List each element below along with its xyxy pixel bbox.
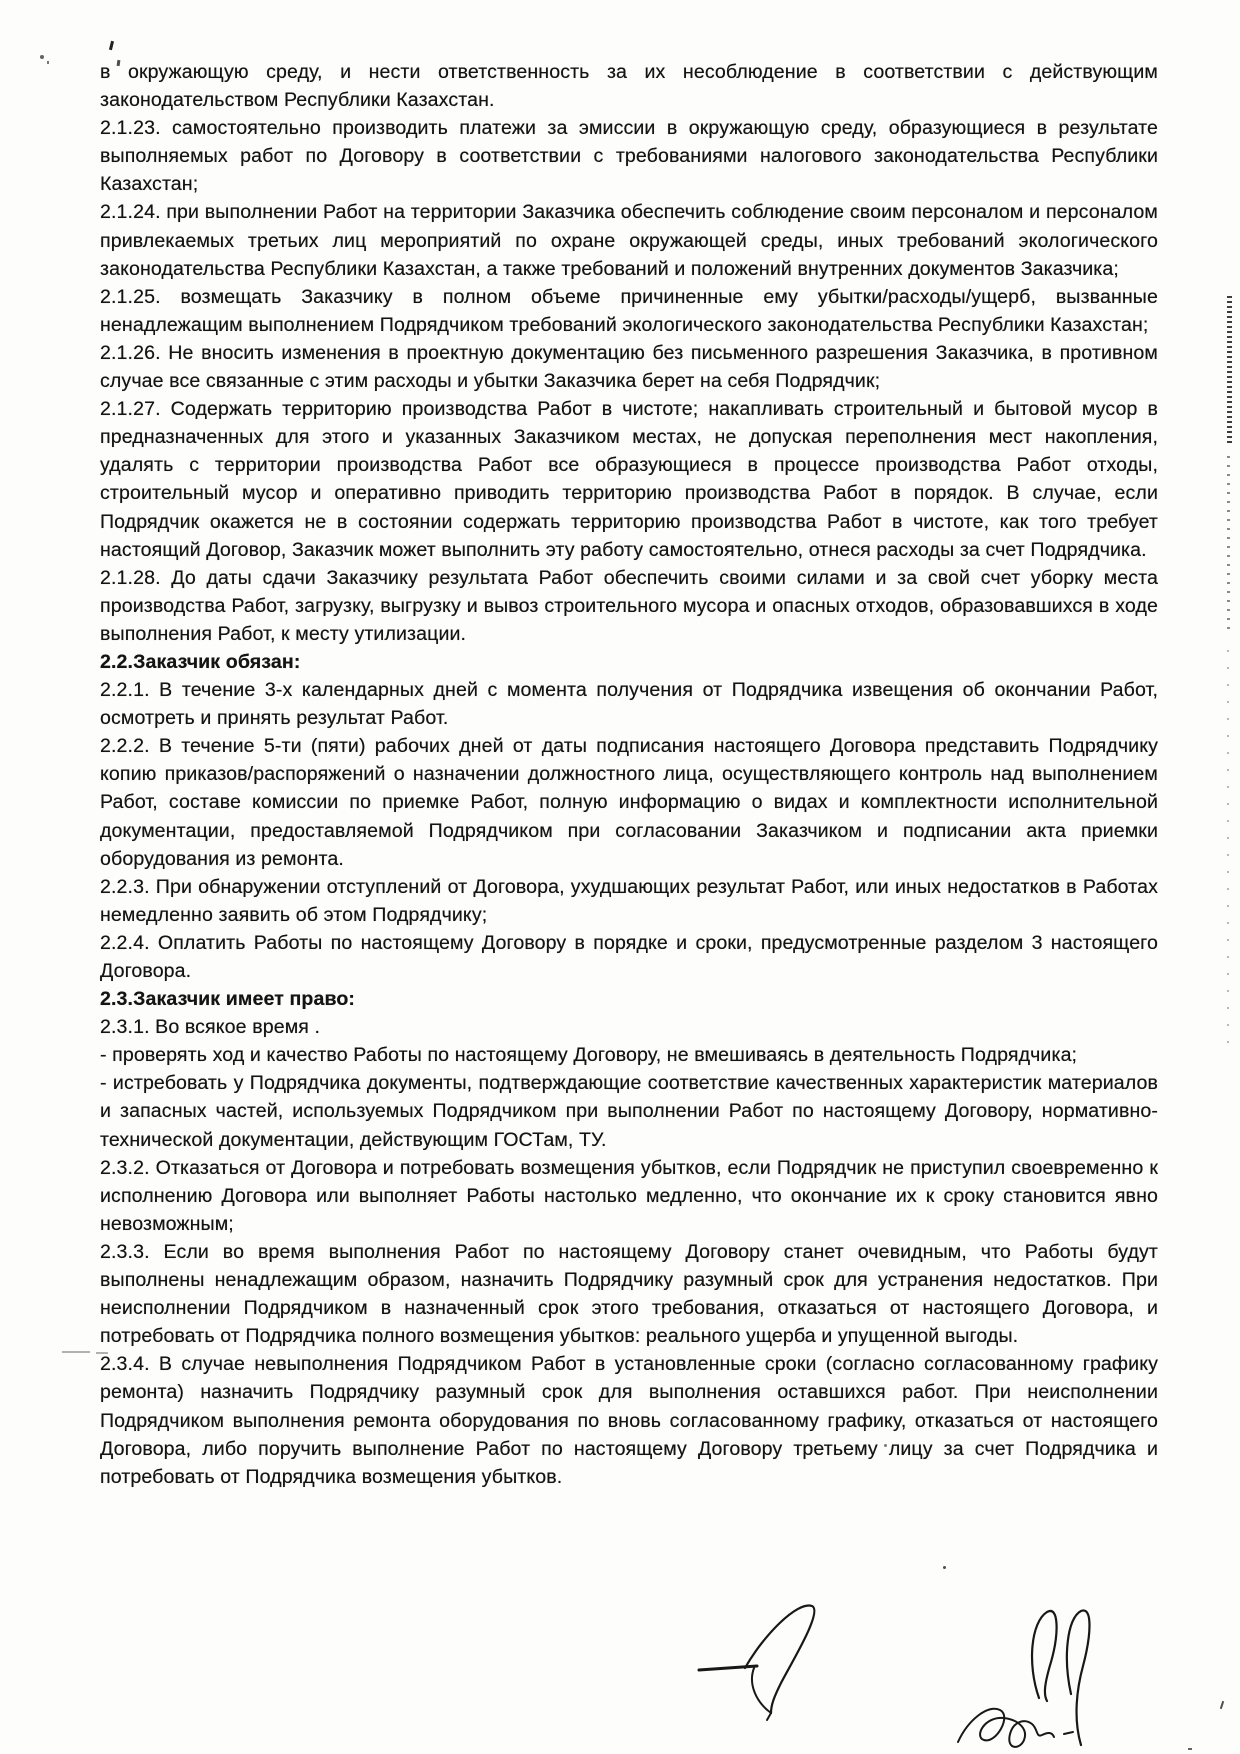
clause-2-3-2: 2.3.2. Отказаться от Договора и потребовать возмещения убытков, если Подрядчик не приступил своевременно к исполнению Договора или выполняет Работы настолько медленно, что окончание их к сроку становится явно невозможным; [100,1156,1158,1235]
scan-speck [62,1351,90,1353]
contract-text-block [100,58,1158,1491]
scan-speck [109,41,114,50]
clause-2-3-3: 2.3.3. Если во время выполнения Работ по настоящему Договору станет очевидным, что Работы будут выполнены ненадлежащим образом, назначить Подрядчику разумный срок для устранения недостатков. При неисполнении Подрядчиком в назначенный срок этого требования, отказаться от настоящего Договора, и потребовать от Подрядчика полного возмещения убытков: реального ущерба и упущенной выгоды. [100,1240,1158,1348]
clause-continuation: в окружающую среду, и нести ответственность за их несоблюдение в соответствии с действующим законодательством Республики Казахстан. [100,61,1158,112]
clause-2-2-1: 2.2.1. В течение 3-х календарных дней с момента получения от Подрядчика извещения об окончании Работ, осмотреть и принять результат Работ. [100,679,1158,730]
scan-edge-artifact [1227,456,1230,631]
clause-2-1-26: 2.1.26. Не вносить изменения в проектную документацию без письменного разрешения Заказчика, в противном случае все связанные с этим расходы и убытки Заказчика берет на себя Подрядчик; [100,341,1158,393]
clause-2-3-4: 2.3.4. В случае невыполнения Подрядчиком Работ в установленные сроки (согласно согласованному графику ремонта) назначить Подрядчику разумный срок для выполнения оставшихся работ. При неисполнении Подрядчиком выполнения ремонта оборудования по вновь согласованному графику, отказаться от настоящего Договора, либо поручить выполнение Работ по настоящему Договору третьему лицу за счет Подрядчика и потребовать от Подрядчика возмещения убытков. [100,1353,1158,1488]
scan-speck [47,61,49,64]
signature-right-flourish [948,1680,1120,1754]
clause-2-3-1: 2.3.1. Во всякое время . [100,1016,321,1039]
clause-2-3-1-bullet-2: - истребовать у Подрядчика документы, подтверждающие соответствие качественных характеристик материалов и запасных частей, используемых Подрядчиком при выполнении Работ по настоящему Договору, нормативно-технической документации, действующим ГОСТам, ТУ. [100,1072,1158,1151]
heading-2-3: 2.3.Заказчик имеет право: [100,988,356,1011]
clause-2-1-25: 2.1.25. возмещать Заказчику в полном объеме причиненные ему убытки/расходы/ущерб, вызванные ненадлежащим выполнением Подрядчиком требований экологического законодательства Республики Казахстан; [100,285,1158,336]
clause-2-1-28: 2.1.28. До даты сдачи Заказчику результата Работ обеспечить своими силами и за свой счет уборку места производства Работ, загрузку, выгрузку и вывоз строительного мусора и опасных отходов, образовавшихся в ходе выполнения Работ, к месту утилизации. [100,566,1158,645]
clause-2-2-4: 2.2.4. Оплатить Работы по настоящему Договору в порядке и сроки, предусмотренные разделом 3 настоящего Договора. [100,931,1158,982]
scan-speck [943,1566,946,1569]
scan-edge-artifact [1227,650,1229,1050]
scan-speck [1188,1748,1192,1750]
clause-2-3-1-bullet-1: - проверять ход и качество Работы по настоящему Договору, не вмешиваясь в деятельность Подрядчика; [100,1044,1078,1067]
scan-speck [1220,1701,1224,1709]
scan-edge-artifact [1227,296,1232,446]
clause-2-1-23: 2.1.23. самостоятельно производить платежи за эмиссии в окружающую среду, образующиеся в результате выполняемых работ по Договору в соответствии с требованиями налогового законодательства Республики Казахстан; [100,117,1158,196]
clause-2-2-3: 2.2.3. При обнаружении отступлений от Договора, ухудшающих результат Работ, или иных недостатков в Работах немедленно заявить об этом Подрядчику; [100,875,1158,926]
clause-2-1-24: 2.1.24. при выполнении Работ на территории Заказчика обеспечить соблюдение своим персоналом и персоналом привлекаемых третьих лиц мероприятий по охране окружающей среды, иных требований экологического законодательства Республики Казахстан, а также требований и положений внутренних документов Заказчика; [100,201,1158,280]
heading-2-2: 2.2.Заказчик обязан: [100,650,301,673]
clause-2-2-2: 2.2.2. В течение 5-ти (пяти) рабочих дней от даты подписания настоящего Договора представить Подрядчику копию приказов/распоряжений о назначении должностного лица, осуществляющего контроль над выполнением Работ, составе комиссии по приемке Работ, полную информацию о видах и комплектности исполнительной документации, предоставляемой Подрядчиком при согласовании Заказчиком и подписании акта приемки оборудования из ремонта. [100,735,1158,870]
clause-2-1-27: 2.1.27. Содержать территорию производства Работ в чистоте; накапливать строительный и бытовой мусор в предназначенных для этого и указанных Заказчиком местах, не допуская переполнения мест накопления, удалять с территории производства Работ все образующиеся в процессе производства Работ отходы, строительный мусор и оперативно приводить территорию производства Работ в порядок. В случае, если Подрядчик окажется не в состоянии содержать территорию производства Работ в чистоте, как того требует настоящий Договор, Заказчик может выполнить эту работу самостоятельно, отнеся расходы за счет Подрядчика. [100,398,1158,561]
scan-speck [40,55,44,59]
signature-left [695,1596,827,1722]
